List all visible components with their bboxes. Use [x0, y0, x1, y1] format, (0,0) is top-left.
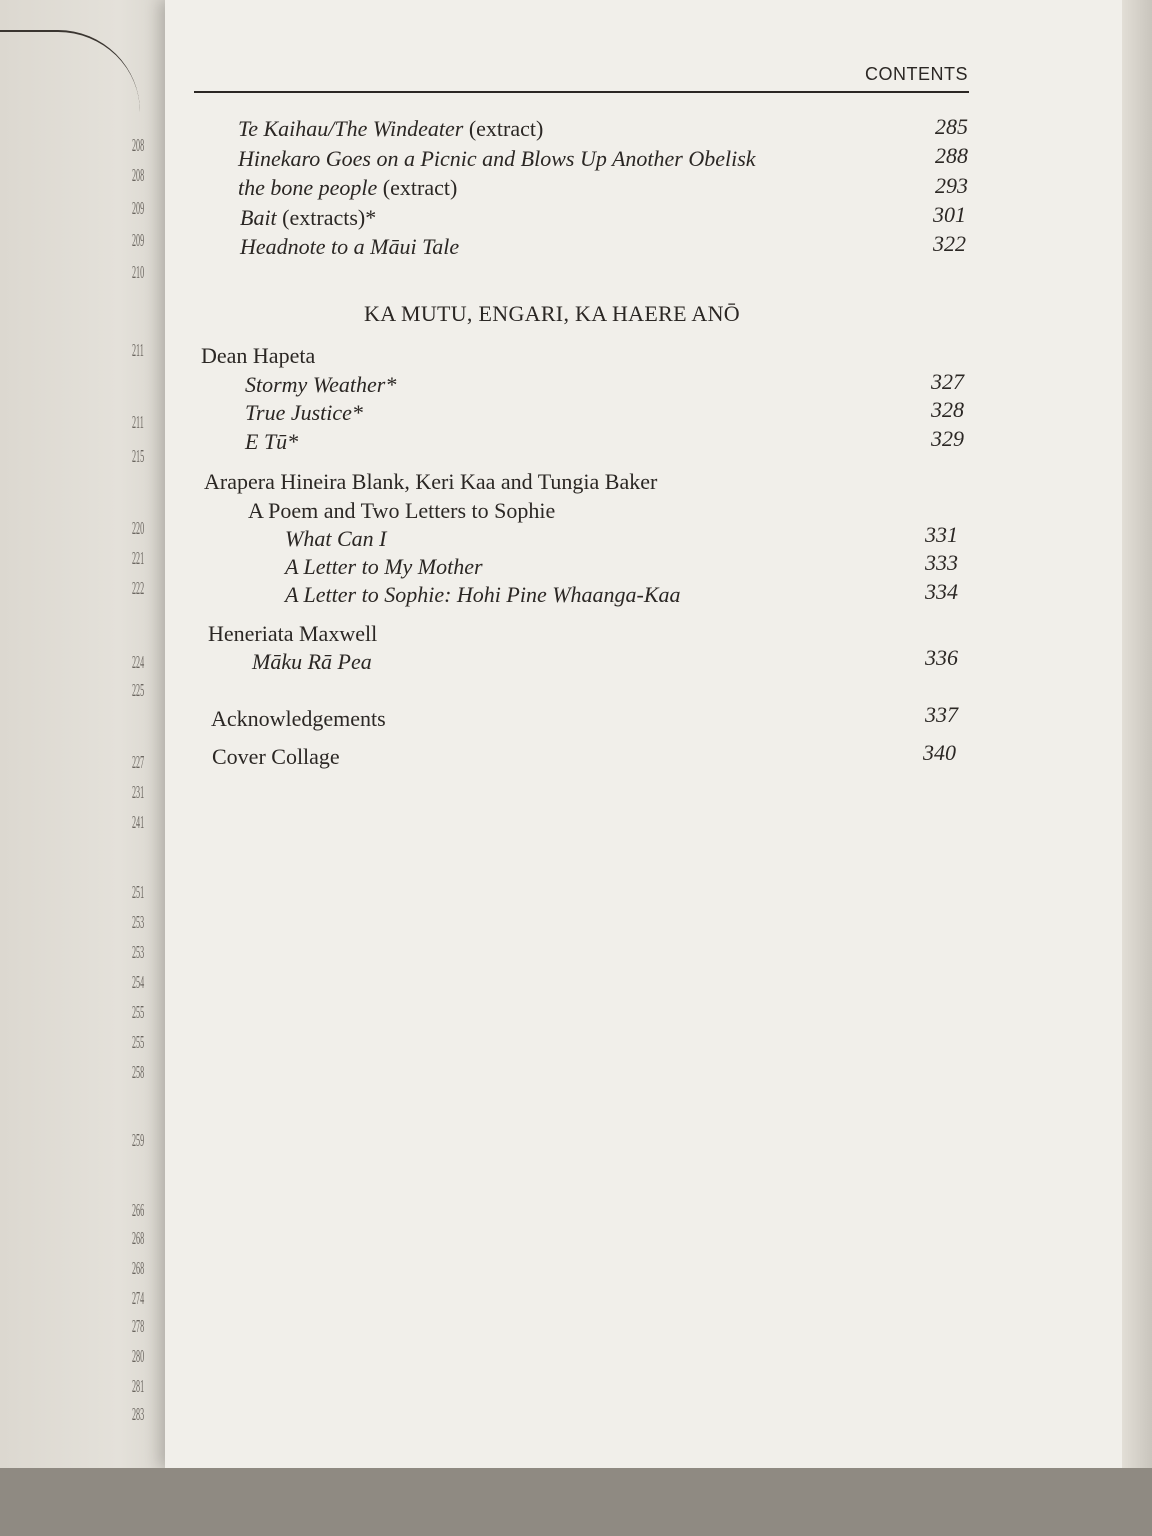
facing-page-number: 209 [132, 198, 145, 218]
page-number: 329 [931, 426, 964, 451]
facing-page-number: 251 [132, 882, 145, 902]
facing-page-number: 253 [132, 942, 145, 962]
entry-title: Hinekaro Goes on a Picnic and Blows Up Another Obelisk [238, 146, 756, 171]
facing-page-number: 225 [132, 680, 145, 700]
section-heading: KA MUTU, ENGARI, KA HAERE ANŌ [364, 301, 740, 326]
facing-page-number: 281 [132, 1376, 145, 1396]
page-number: 288 [935, 143, 968, 168]
facing-page-number: 266 [132, 1200, 145, 1220]
facing-page-number: 253 [132, 912, 145, 932]
page-number: 327 [931, 369, 964, 394]
page-number: 293 [935, 173, 968, 198]
page-number: 328 [931, 397, 964, 422]
running-head: CONTENTS [865, 64, 968, 84]
facing-page-number: 280 [132, 1346, 145, 1366]
facing-page-rule [0, 30, 140, 112]
entry-title: What Can I [285, 526, 387, 551]
entry-title: Headnote to a Māui Tale [240, 234, 460, 259]
facing-page-number: 268 [132, 1228, 145, 1248]
facing-page-number: 208 [132, 135, 145, 155]
facing-page-number: 210 [132, 262, 145, 282]
entry-title: Stormy Weather* [245, 372, 397, 397]
page-number: 322 [933, 231, 966, 256]
entry-title: the bone people [238, 175, 378, 200]
facing-page-number: 220 [132, 518, 145, 538]
entry-title: Te Kaihau/The Windeater [238, 116, 464, 141]
entry-suffix: (extract) [377, 175, 458, 200]
entry-suffix: (extract) [463, 116, 544, 141]
facing-page-number: 255 [132, 1002, 145, 1022]
table-surface [0, 1468, 1152, 1536]
facing-page-number: 241 [132, 812, 145, 832]
entry-title: Bait [240, 205, 277, 230]
page-number: 285 [935, 114, 968, 139]
page-number: 337 [925, 702, 958, 727]
facing-page-number: 211 [132, 340, 144, 360]
facing-page-number: 258 [132, 1062, 145, 1082]
facing-page-number: 274 [132, 1288, 145, 1308]
facing-page-number: 254 [132, 972, 145, 992]
page-number: 331 [925, 522, 958, 547]
facing-page-number: 208 [132, 165, 145, 185]
toc-entry [240, 234, 459, 260]
facing-page-number: 215 [132, 446, 145, 466]
facing-page-number: 231 [132, 782, 145, 802]
author-name: Dean Hapeta [201, 343, 316, 368]
entry-suffix: (extracts)* [276, 205, 377, 230]
page-number: 340 [923, 740, 956, 765]
facing-page-number: 209 [132, 230, 145, 250]
group-title: A Poem and Two Letters to Sophie [248, 498, 556, 523]
entry-title: True Justice* [245, 400, 363, 425]
facing-page-number: 255 [132, 1032, 145, 1052]
author-name: Heneriata Maxwell [208, 621, 378, 646]
facing-page-number: 278 [132, 1316, 145, 1336]
entry-title: E Tū* [245, 429, 299, 454]
facing-page-number: 222 [132, 578, 145, 598]
facing-page-number: 227 [132, 752, 145, 772]
entry-title: A Letter to My Mother [285, 554, 483, 579]
page-number: 301 [933, 202, 966, 227]
entry-title: A Letter to Sophie: Hohi Pine Whaanga-Kaa [285, 582, 681, 607]
page-edge [1122, 0, 1152, 1468]
facing-page-number: 211 [132, 412, 144, 432]
page-number: 333 [925, 550, 958, 575]
author-name: Arapera Hineira Blank, Keri Kaa and Tungia Baker [204, 469, 658, 494]
facing-page-number: 259 [132, 1130, 145, 1150]
toc-entry [238, 175, 457, 201]
facing-page-number: 221 [132, 548, 145, 568]
page-number: 334 [925, 579, 958, 604]
entry-title: Māku Rā Pea [252, 649, 372, 674]
facing-page-number: 224 [132, 652, 145, 672]
back-matter-entry: Cover Collage [212, 744, 340, 769]
header-rule [194, 91, 969, 93]
back-matter-entry: Acknowledgements [211, 706, 386, 731]
toc-entry [238, 116, 543, 142]
facing-page-number: 268 [132, 1258, 145, 1278]
toc-entry [238, 146, 756, 172]
facing-page-number: 283 [132, 1404, 145, 1424]
toc-entry [240, 205, 376, 231]
page-number: 336 [925, 645, 958, 670]
